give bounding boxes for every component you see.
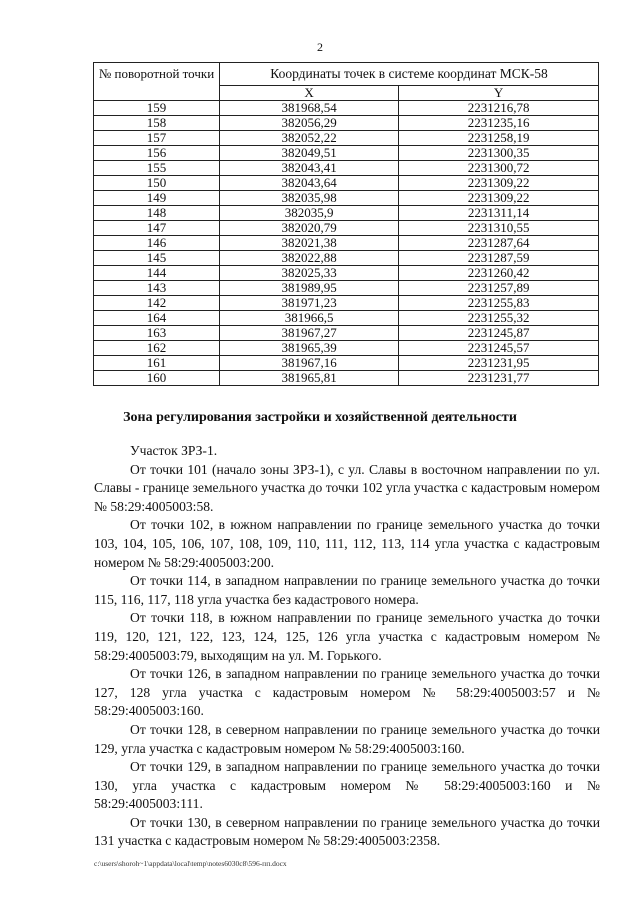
cell-x: 382043,64 xyxy=(220,176,399,191)
cell-point: 142 xyxy=(94,296,220,311)
cell-x: 382021,38 xyxy=(220,236,399,251)
table-row xyxy=(94,221,599,236)
cell-x: 382052,22 xyxy=(220,131,399,146)
cell-x: 381966,5 xyxy=(220,311,399,326)
paragraph: От точки 118, в южном направлении по границе земельного участка до точки 119, 120, 121, 122, 123, 124, 125, 126 угла участка с кадастровым номером № 58:29:4005003:79, выходящим на ул. М. Горького. xyxy=(94,610,600,663)
cell-x: 382035,98 xyxy=(220,191,399,206)
cell-y: 2231245,57 xyxy=(399,341,599,356)
cell-x: 382043,41 xyxy=(220,161,399,176)
paragraph: От точки 101 (начало зоны ЗРЗ-1), с ул. Славы в восточном направлении по ул. Славы - границе земельного участка до точки 102 угла участка с кадастровым номером № 58:29:4005003:58. xyxy=(94,461,600,514)
cell-y: 2231255,32 xyxy=(399,311,599,326)
cell-y: 2231216,78 xyxy=(399,101,599,116)
paragraph: От точки 102, в южном направлении по границе земельного участка до точки 103, 104, 105, 106, 107, 108, 109, 110, 111, 112, 113, 114 угла участка с кадастровым номером № 58:29:4005003:200. xyxy=(94,517,600,570)
cell-point: 164 xyxy=(94,311,220,326)
cell-x: 381971,23 xyxy=(220,296,399,311)
paragraph: От точки 126, в западном направлении по границе земельного участка до точки 127, 128 угла участка с кадастровым номером № 58:29:4005003:57 и № 58:29:4005003:160. xyxy=(94,666,600,719)
table-row xyxy=(94,161,599,176)
cell-point: 150 xyxy=(94,176,220,191)
cell-y: 2231231,77 xyxy=(399,371,599,386)
table-row xyxy=(94,311,599,326)
cell-x: 381965,39 xyxy=(220,341,399,356)
table-row xyxy=(94,251,599,266)
cell-x: 382020,79 xyxy=(220,221,399,236)
cell-point: 156 xyxy=(94,146,220,161)
cell-y: 2231255,83 xyxy=(399,296,599,311)
cell-y: 2231235,16 xyxy=(399,116,599,131)
cell-point: 145 xyxy=(94,251,220,266)
footer-file-path: c:\users\shoroh~1\appdata\local\temp\notes6030c8\596-пп.docx xyxy=(94,859,287,868)
table-row xyxy=(94,146,599,161)
table-row xyxy=(94,356,599,371)
cell-point: 163 xyxy=(94,326,220,341)
header-x: X xyxy=(220,86,399,101)
cell-x: 382022,88 xyxy=(220,251,399,266)
cell-point: 158 xyxy=(94,116,220,131)
cell-x: 381967,16 xyxy=(220,356,399,371)
table-row xyxy=(94,116,599,131)
table-row xyxy=(94,296,599,311)
cell-y: 2231257,89 xyxy=(399,281,599,296)
paragraph: От точки 129, в западном направлении по границе земельного участка до точки 130, угла участка с кадастровым номером № 58:29:4005003:160 и № 58:29:4005003:111. xyxy=(94,759,600,812)
cell-y: 2231231,95 xyxy=(399,356,599,371)
table-row xyxy=(94,266,599,281)
cell-y: 2231260,42 xyxy=(399,266,599,281)
table-row xyxy=(94,326,599,341)
cell-x: 381968,54 xyxy=(220,101,399,116)
section-heading: Зона регулирования застройки и хозяйственной деятельности xyxy=(123,410,517,425)
cell-x: 382035,9 xyxy=(220,206,399,221)
cell-point: 148 xyxy=(94,206,220,221)
page-number: 2 xyxy=(317,40,323,54)
cell-point: 159 xyxy=(94,101,220,116)
zone-description xyxy=(94,442,600,851)
table-row xyxy=(94,176,599,191)
cell-x: 382056,29 xyxy=(220,116,399,131)
cell-x: 381965,81 xyxy=(220,371,399,386)
cell-x: 382025,33 xyxy=(220,266,399,281)
table-row xyxy=(94,371,599,386)
cell-y: 2231245,87 xyxy=(399,326,599,341)
coordinates-table xyxy=(93,62,599,386)
table-row xyxy=(94,101,599,116)
cell-point: 143 xyxy=(94,281,220,296)
cell-point: 157 xyxy=(94,131,220,146)
cell-point: 144 xyxy=(94,266,220,281)
cell-point: 147 xyxy=(94,221,220,236)
table-row xyxy=(94,236,599,251)
table-row xyxy=(94,341,599,356)
paragraph: От точки 128, в северном направлении по границе земельного участка до точки 129, угла участка с кадастровым номером № 58:29:4005003:160. xyxy=(94,721,600,756)
cell-y: 2231287,59 xyxy=(399,251,599,266)
cell-point: 162 xyxy=(94,341,220,356)
cell-y: 2231311,14 xyxy=(399,206,599,221)
cell-y: 2231310,55 xyxy=(399,221,599,236)
cell-y: 2231300,72 xyxy=(399,161,599,176)
paragraph-plot-title: Участок ЗРЗ-1. xyxy=(130,443,218,458)
paragraph: От точки 130, в северном направлении по границе земельного участка до точки 131 участка с кадастровым номером № 58:29:4005003:2358. xyxy=(94,814,600,849)
table-row xyxy=(94,191,599,206)
cell-x: 382049,51 xyxy=(220,146,399,161)
table-row xyxy=(94,131,599,146)
header-point-number: № поворотной точки xyxy=(94,63,220,101)
cell-y: 2231309,22 xyxy=(399,176,599,191)
table-row xyxy=(94,206,599,221)
cell-point: 155 xyxy=(94,161,220,176)
cell-x: 381989,95 xyxy=(220,281,399,296)
cell-point: 146 xyxy=(94,236,220,251)
cell-y: 2231287,64 xyxy=(399,236,599,251)
cell-point: 149 xyxy=(94,191,220,206)
cell-y: 2231309,22 xyxy=(399,191,599,206)
cell-point: 160 xyxy=(94,371,220,386)
paragraph: От точки 114, в западном направлении по границе земельного участка до точки 115, 116, 117, 118 угла участка без кадастрового номера. xyxy=(94,573,600,607)
cell-y: 2231258,19 xyxy=(399,131,599,146)
cell-x: 381967,27 xyxy=(220,326,399,341)
coordinates-table-body xyxy=(94,101,599,386)
header-coordinates: Координаты точек в системе координат МСК-58 xyxy=(220,63,599,86)
cell-y: 2231300,35 xyxy=(399,146,599,161)
cell-point: 161 xyxy=(94,356,220,371)
table-row xyxy=(94,281,599,296)
header-y: Y xyxy=(399,86,599,101)
